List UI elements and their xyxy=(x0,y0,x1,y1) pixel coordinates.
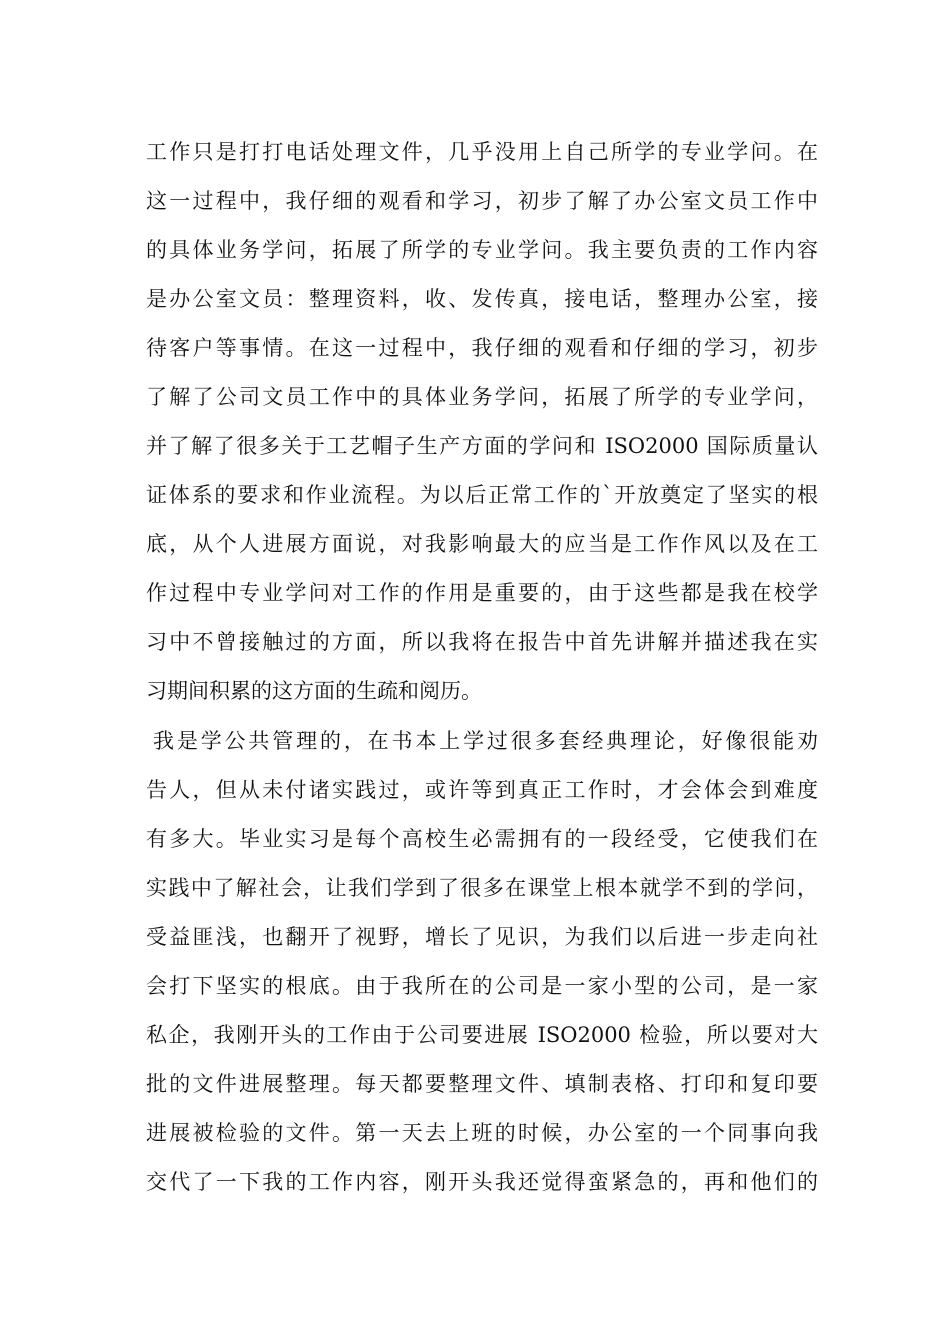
text-line: 我是学公共管理的，在书本上学过很多套经典理论，好像很能劝 xyxy=(153,729,818,753)
text-line: 实践中了解社会，让我们学到了很多在课堂上根本就学不到的学问， xyxy=(146,876,818,900)
text-line: 进展被检验的文件。第一天去上班的时候，办公室的一个同事向我 xyxy=(146,1121,818,1145)
text-line: 交代了一下我的工作内容，刚开头我还觉得蛮紧急的，再和他们的 xyxy=(146,1170,818,1194)
text-line: 习期间积累的这方面的生疏和阅历。 xyxy=(146,679,482,703)
text-line: 待客户等事情。在这一过程中，我仔细的观看和仔细的学习，初步 xyxy=(146,336,818,360)
text-line: 这一过程中，我仔细的观看和学习，初步了解了办公室文员工作中 xyxy=(146,189,818,213)
text-line: 会打下坚实的根底。由于我所在的公司是一家小型的公司，是一家 xyxy=(146,974,818,998)
text-line: 有多大。毕业实习是每个高校生必需拥有的一段经受，它使我们在 xyxy=(146,827,818,851)
text-line: 了解了公司文员工作中的具体业务学问，拓展了所学的专业学问， xyxy=(146,385,818,409)
text-line: 批的文件进展整理。每天都要整理文件、填制表格、打印和复印要 xyxy=(146,1072,818,1096)
text-line: 并了解了很多关于工艺帽子生产方面的学问和 ISO2000 国际质量认 xyxy=(146,434,818,458)
text-line: 证体系的要求和作业流程。为以后正常工作的`开放奠定了坚实的根 xyxy=(146,483,818,507)
paragraph-1 xyxy=(146,128,818,716)
text-line: 是办公室文员：整理资料，收、发传真，接电话，整理办公室，接 xyxy=(146,287,818,311)
text-line: 受益匪浅，也翻开了视野，增长了见识，为我们以后进一步走向社 xyxy=(146,925,818,949)
text-line: 告人，但从未付诸实践过，或许等到真正工作时，才会体会到难度 xyxy=(146,778,818,802)
text-line: 作过程中专业学问对工作的作用是重要的，由于这些都是我在校学 xyxy=(146,581,818,605)
text-line: 私企，我刚开头的工作由于公司要进展 ISO2000 检验，所以要对大 xyxy=(146,1023,818,1047)
text-line: 底，从个人进展方面说，对我影响最大的应当是工作作风以及在工 xyxy=(146,532,818,556)
text-line: 工作只是打打电话处理文件，几乎没用上自己所学的专业学问。在 xyxy=(146,140,818,164)
text-line: 习中不曾接触过的方面，所以我将在报告中首先讲解并描述我在实 xyxy=(146,630,818,654)
paragraph-2 xyxy=(146,717,818,1207)
text-line: 的具体业务学问，拓展了所学的专业学问。我主要负责的工作内容 xyxy=(146,238,818,262)
